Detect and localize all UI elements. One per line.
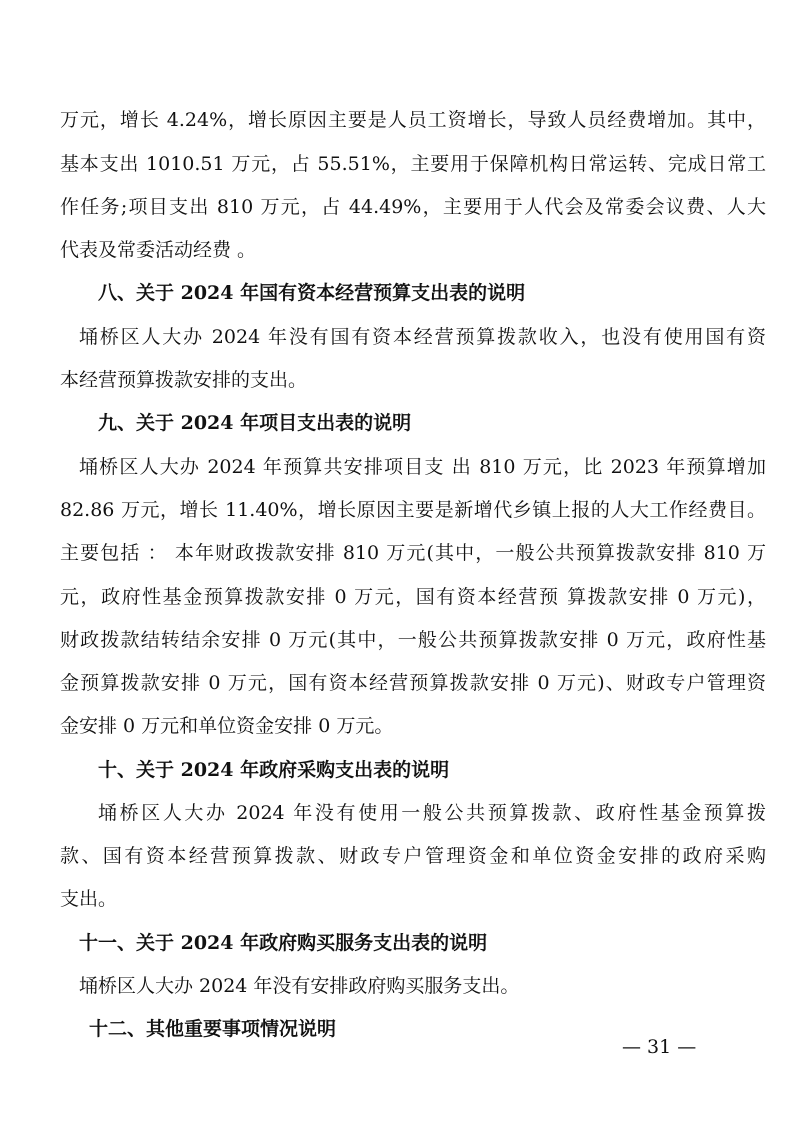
paragraph-line: 作任务;项目支出 810 万元，占 44.49%，主要用于人代会及常委会议费、人大 [60, 196, 766, 218]
paragraph-line: 支出。 [60, 888, 118, 910]
section-heading: 十二、其他重要事项情况说明 [89, 1018, 337, 1040]
section-heading: 九、关于 2024 年项目支出表的说明 [98, 412, 412, 434]
paragraph-line: 金预算拨款安排 0 万元，国有资本经营预算拨款安排 0 万元)、财政专户管理资 [60, 672, 766, 694]
paragraph-line: 代表及常委活动经费 。 [60, 239, 257, 261]
page-number: — 31 — [622, 1036, 697, 1058]
paragraph-line: 埇桥区人大办 2024 年预算共安排项目支 出 810 万元，比 2023 年预算增加 [79, 456, 766, 478]
paragraph-line: 埇桥区人大办 2024 年没有安排政府购买服务支出。 [79, 975, 520, 997]
paragraph-line: 主要包括 ： 本年财政拨款安排 810 万元(其中，一般公共预算拨款安排 810 万 [60, 542, 766, 564]
paragraph-line: 82.86 万元，增长 11.40%，增长原因主要是新增代乡镇上报的人大工作经费目。 [60, 499, 766, 521]
paragraph-line: 万元，增长 4.24%，增长原因主要是人员工资增长，导致人员经费增加。其中， [60, 109, 766, 131]
section-heading: 十一、关于 2024 年政府购买服务支出表的说明 [79, 932, 488, 954]
paragraph-line: 埇桥区人大办 2024 年没有使用一般公共预算拨款、政府性基金预算拨 [98, 802, 766, 824]
section-heading: 八、关于 2024 年国有资本经营预算支出表的说明 [98, 282, 526, 304]
paragraph-line: 款、国有资本经营预算拨款、财政专户管理资金和单位资金安排的政府采购 [60, 845, 766, 867]
paragraph-line: 金安排 0 万元和单位资金安排 0 万元。 [60, 715, 394, 737]
paragraph-line: 财政拨款结转结余安排 0 万元(其中，一般公共预算拨款安排 0 万元，政府性基 [60, 629, 766, 651]
paragraph-line: 本经营预算拨款安排的支出。 [60, 369, 308, 391]
paragraph-line: 元，政府性基金预算拨款安排 0 万元，国有资本经营预 算拨款安排 0 万元)， [60, 586, 766, 608]
paragraph-line: 基本支出 1010.51 万元，占 55.51%，主要用于保障机构日常运转、完成日常工 [60, 153, 766, 175]
paragraph-line: 埇桥区人大办 2024 年没有国有资本经营预算拨款收入，也没有使用国有资 [79, 326, 766, 348]
section-heading: 十、关于 2024 年政府采购支出表的说明 [98, 759, 450, 781]
